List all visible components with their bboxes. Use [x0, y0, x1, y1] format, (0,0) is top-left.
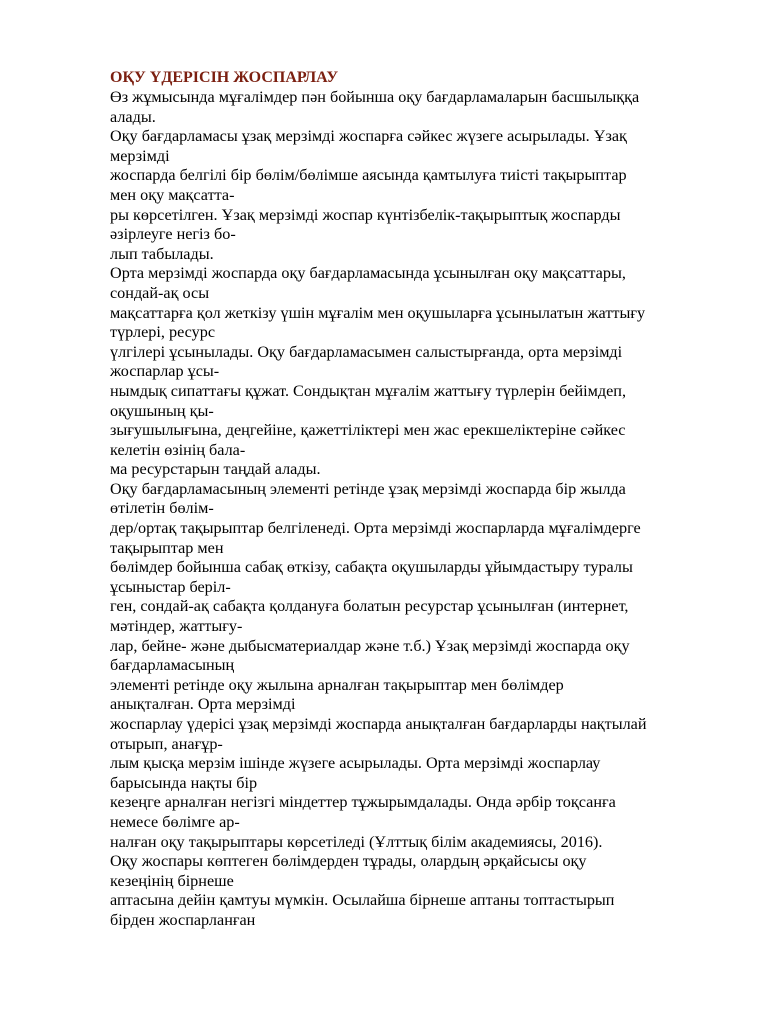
text-line: түрлері, ресурс: [110, 323, 216, 342]
document-heading: ОҚУ ҮДЕРІСІН ЖОСПАРЛАУ: [110, 69, 339, 86]
text-line: элементі ретінде оқу жылына арналған тақырыптар мен бөлімдер: [110, 675, 564, 694]
text-line: барысында нақты бір: [110, 773, 258, 792]
text-line: кезеңге арналған негізгі міндеттер тұжырымдалады. Онда әрбір тоқсанға: [110, 793, 616, 812]
text-line: тақырыптар мен: [110, 538, 224, 557]
text-line: лым қысқа мерзім ішінде жүзеге асырылады. Орта мерзімді жоспарлау: [110, 754, 601, 773]
text-line: кезеңінің бірнеше: [110, 871, 234, 890]
text-line: Оқу бағдарламасының элементі ретінде ұзақ мерзімді жоспарда бір жылда: [110, 479, 626, 498]
text-line: Оқу жоспары көптеген бөлімдерден тұрады, олардың әрқайсысы оқу: [110, 852, 587, 871]
text-line: алады.: [110, 107, 156, 126]
text-line: мақсаттарға қол жеткізу үшін мұғалім мен оқушыларға ұсынылатын жаттығу: [110, 303, 646, 322]
text-line: сондай-ақ осы: [110, 283, 210, 302]
text-line: жоспарда белгілі бір бөлім/бөлімше аясында қамтылуға тиісті тақырыптар: [110, 166, 627, 185]
text-line: лып табылады.: [110, 244, 214, 263]
text-line: әзірлеуге негіз бо-: [110, 225, 236, 244]
text-line: налған оқу тақырыптары көрсетіледі (Ұлттық білім академиясы, 2016).: [110, 832, 603, 851]
document-body: [110, 88, 716, 931]
text-line: анықталған. Орта мерзімді: [110, 695, 296, 714]
text-line: мен оқу мақсатта-: [110, 185, 235, 204]
text-line: бөлімдер бойынша сабақ өткізу, сабақта оқушыларды ұйымдастыру туралы: [110, 558, 633, 577]
text-line: аптасына дейін қамтуы мүмкін. Осылайша бірнеше аптаны топтастырып: [110, 891, 615, 910]
text-line: ұсыныстар беріл-: [110, 577, 231, 596]
text-line: мәтіндер, жаттығу-: [110, 617, 243, 636]
text-line: отырып, анағұр-: [110, 734, 223, 753]
text-line: Орта мерзімді жоспарда оқу бағдарламасында ұсынылған оқу мақсаттары,: [110, 264, 626, 283]
text-line: жоспарлар ұсы-: [110, 362, 220, 381]
text-line: дер/ортақ тақырыптар белгіленеді. Орта мерзімді жоспарларда мұғалімдерге: [110, 519, 641, 538]
text-line: нымдық сипаттағы құжат. Сондықтан мұғалім жаттығу түрлерін бейімдеп,: [110, 381, 627, 400]
text-line: немесе бөлімге ар-: [110, 812, 240, 831]
text-line: келетін өзінің бала-: [110, 440, 246, 459]
text-line: ма ресурстарын таңдай алады.: [110, 460, 321, 479]
text-line: жоспарлау үдерісі ұзақ мерзімді жоспарда анықталған бағдарларды нақтылай: [110, 715, 647, 733]
text-line: лар, бейне- және дыбысматериалдар және т.б.) Ұзақ мерзімді жоспарда оқу: [110, 636, 630, 655]
text-line: өтілетін бөлім-: [110, 499, 214, 518]
text-line: оқушының қы-: [110, 401, 214, 420]
document-page: [110, 68, 716, 931]
text-line: зығушылығына, деңгейіне, қажеттіліктері мен жас ерекшеліктеріне сәйкес: [110, 421, 626, 440]
text-line: ры көрсетілген. Ұзақ мерзімді жоспар күнтізбелік-тақырыптық жоспарды: [110, 205, 621, 224]
text-line: ген, сондай-ақ сабақта қолдануға болатын ресурстар ұсынылған (интернет,: [110, 597, 629, 616]
text-line: мерзімді: [110, 146, 170, 165]
text-line: үлгілері ұсынылады. Оқу бағдарламасымен салыстырғанда, орта мерзімді: [110, 342, 623, 361]
text-line: бағдарламасының: [110, 656, 235, 675]
text-line: Өз жұмысында мұғалімдер пән бойынша оқу бағдарламаларын басшылыққа: [110, 88, 640, 106]
text-line: Оқу бағдарламасы ұзақ мерзімді жоспарға сәйкес жүзеге асырылады. Ұзақ: [110, 127, 627, 146]
text-line: бірден жоспарланған: [110, 910, 256, 929]
